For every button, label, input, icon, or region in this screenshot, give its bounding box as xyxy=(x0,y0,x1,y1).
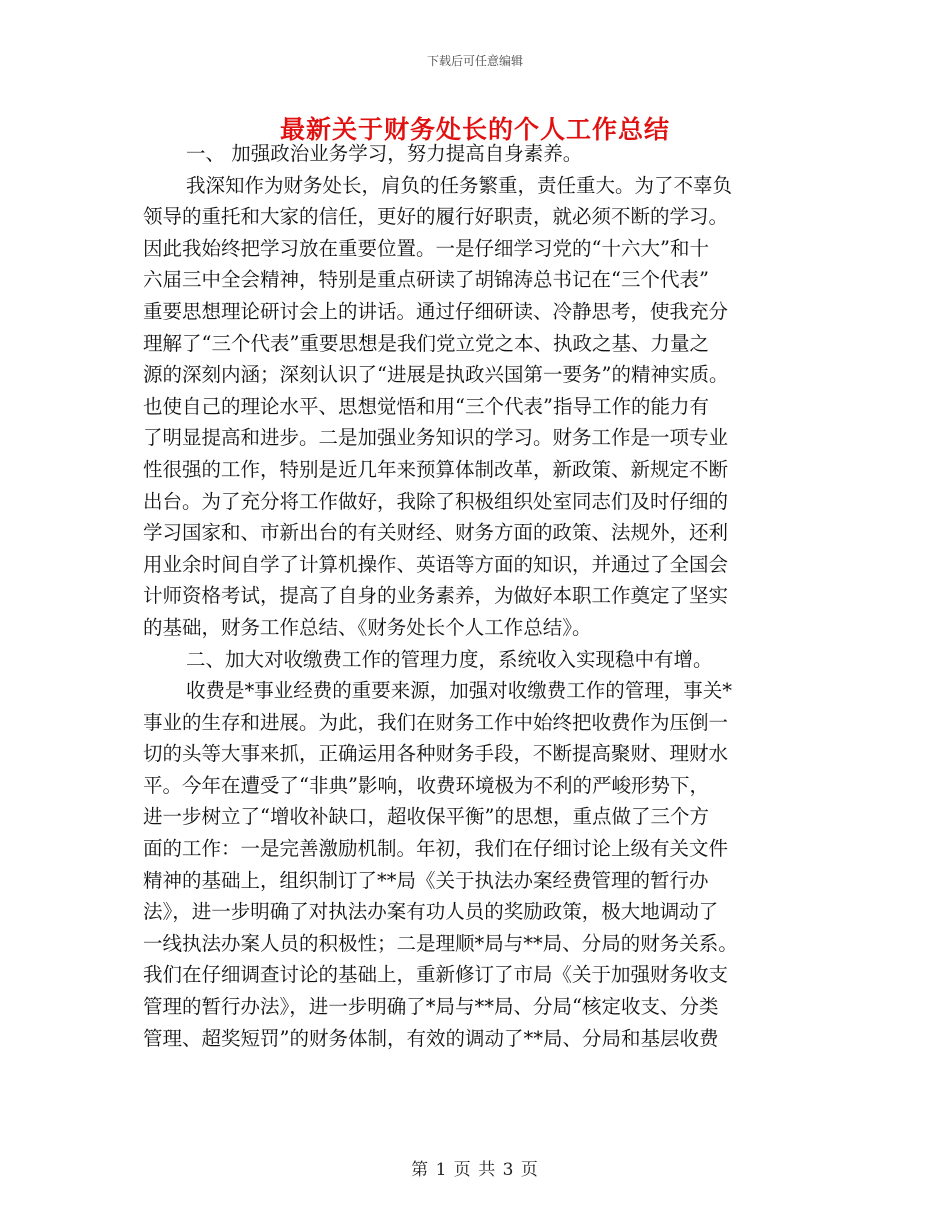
paragraph-line: 的基础，财务工作总结、《财务处长个人工作总结》。 xyxy=(143,615,592,639)
paragraph-line: 切的头等大事来抓，正确运用各种财务手段，不断提高聚财、理财水 xyxy=(143,742,729,766)
page-header-note: 下载后可任意编辑 xyxy=(426,54,523,68)
paragraph-line: 源的深刻内涵；深刻认识了“进展是执政兴国第一要务”的精神实质。 xyxy=(143,363,729,387)
paragraph-line: 管理、超奖短罚”的财务体制，有效的调动了**局、分局和基层收费 xyxy=(143,1026,719,1050)
paragraph-line: 进一步树立了“增收补缺口，超收保平衡”的思想，重点做了三个方 xyxy=(143,805,709,829)
paragraph-line: 管理的暂行办法》，进一步明确了*局与**局、分局“核定收支、分类 xyxy=(143,995,719,1019)
paragraph-line: 我深知作为财务处长，肩负的任务繁重，责任重大。为了不辜负 xyxy=(186,173,733,197)
paragraph-line: 面的工作：一是完善激励机制。年初，我们在仔细讨论上级有关文件 xyxy=(143,837,729,861)
paragraph-line: 也使自己的理论水平、思想觉悟和用“三个代表”指导工作的能力有 xyxy=(143,394,709,418)
paragraph-line: 精神的基础上，组织制订了**局《关于执法办案经费管理的暂行办 xyxy=(143,868,709,892)
paragraph-line: 理解了“三个代表”重要思想是我们党立党之本、执政之基、力量之 xyxy=(143,331,709,355)
paragraph-line: 计师资格考试，提高了自身的业务素养，为做好本职工作奠定了坚实 xyxy=(143,584,729,608)
paragraph-line: 因此我始终把学习放在重要位置。一是仔细学习党的“十六大”和十 xyxy=(143,236,709,260)
paragraph-line: 平。今年在遭受了“非典”影响，收费环境极为不利的严峻形势下， xyxy=(143,773,709,797)
page-number-footer: 第 1 页 共 3 页 xyxy=(411,1160,539,1180)
paragraph-line: 六届三中全会精神，特别是重点研读了胡锦涛总书记在“三个代表” xyxy=(143,268,709,292)
paragraph-line: 性很强的工作，特别是近几年来预算体制改革，新政策、新规定不断 xyxy=(143,457,729,481)
paragraph-line: 我们在仔细调查讨论的基础上，重新修订了市局《关于加强财务收支 xyxy=(143,963,729,987)
paragraph-line: 领导的重托和大家的信任，更好的履行好职责，就必须不断的学习。 xyxy=(143,205,729,229)
paragraph-line: 学习国家和、市新出台的有关财经、财务方面的政策、法规外，还利 xyxy=(143,521,729,545)
paragraph-line: 了明显提高和进步。二是加强业务知识的学习。财务工作是一项专业 xyxy=(143,426,729,450)
section-heading: 二、加大对收缴费工作的管理力度，系统收入实现稳中有增。 xyxy=(186,647,713,671)
paragraph-line: 用业余时间自学了计算机操作、英语等方面的知识，并通过了全国会 xyxy=(143,552,729,576)
document-body xyxy=(143,138,807,1054)
paragraph-line: 一线执法办案人员的积极性；二是理顺*局与**局、分局的财务关系。 xyxy=(143,931,738,955)
paragraph-line: 法》，进一步明确了对执法办案有功人员的奖励政策，极大地调动了 xyxy=(143,900,719,924)
paragraph-line: 事业的生存和进展。为此，我们在财务工作中始终把收费作为压倒一 xyxy=(143,710,729,734)
section-heading: 一、 加强政治业务学习，努力提高自身素养。 xyxy=(186,142,583,165)
paragraph-line: 重要思想理论研讨会上的讲话。通过仔细研读、冷静思考，使我充分 xyxy=(143,299,729,323)
paragraph-line: 收费是*事业经费的重要来源，加强对收缴费工作的管理，事关* xyxy=(186,679,733,703)
paragraph-line: 出台。为了充分将工作做好，我除了积极组织处室同志们及时仔细的 xyxy=(143,489,729,513)
document-title: 最新关于财务处长的个人工作总结 xyxy=(279,115,670,144)
